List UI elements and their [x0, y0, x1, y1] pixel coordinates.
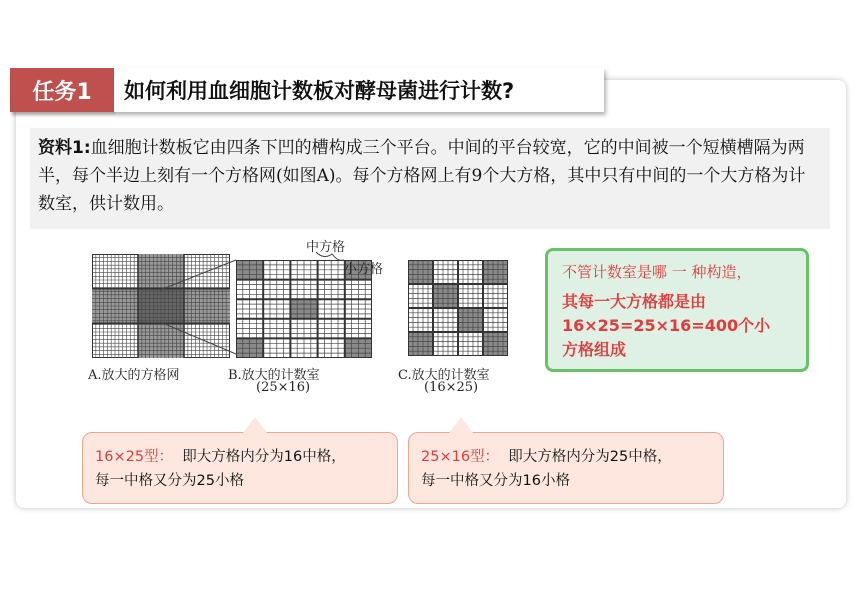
label-figure-c: C.放大的计数室 [398, 368, 490, 383]
bubble-25x16 [408, 432, 724, 504]
bubble-16x25-text2: 每一中格又分为25小格 [95, 473, 244, 489]
callout-brace [314, 250, 354, 266]
note-box [545, 248, 809, 372]
material-paragraph [30, 128, 830, 229]
bubble-25x16-type: 25×16型： [421, 449, 500, 465]
bubble-pointer [449, 417, 473, 433]
bubble-16x25-text1: 即大方格内分为16中格， [182, 449, 346, 465]
bubble-16x25 [82, 432, 398, 504]
figure-c-grid [408, 260, 508, 356]
material-label: 资料1: [38, 138, 91, 158]
bubble-25x16-text2: 每一中格又分为16小格 [421, 473, 570, 489]
callout-medium-grid: 中方格 [306, 240, 346, 255]
bubble-16x25-type: 16×25型： [95, 449, 174, 465]
label-figure-b-sub: (25×16) [256, 380, 311, 395]
note-line-2: 其每一大方格都是由 [562, 292, 707, 311]
note-line-3: 16×25=25×16=400个小 [562, 316, 771, 335]
label-figure-a: A.放大的方格网 [88, 368, 180, 383]
bubble-pointer [243, 417, 267, 433]
zoom-lines [160, 254, 240, 358]
label-figure-c-sub: (16×25) [424, 380, 479, 395]
note-line-1: 不管计数室是哪 一 种构造， [562, 263, 752, 281]
material-text: 血细胞计数板它由四条下凹的槽构成三个平台。中间的平台较宽，它的中间被一个短横槽隔为两半，每个半边上刻有一个方格网(如图A)。每个方格网上有9个大方格，其中只有中间的一个大方格为计数室，供计数用。 [38, 138, 806, 214]
callout-small-grid: 小方格 [344, 262, 384, 277]
bubble-25x16-text1: 即大方格内分为25中格， [508, 449, 672, 465]
label-figure-b: B.放大的计数室 [228, 368, 320, 383]
task-badge: 任务1 [10, 68, 114, 112]
note-line-4: 方格组成 [562, 340, 627, 359]
page-title: 如何利用血细胞计数板对酵母菌进行计数? [114, 68, 604, 112]
